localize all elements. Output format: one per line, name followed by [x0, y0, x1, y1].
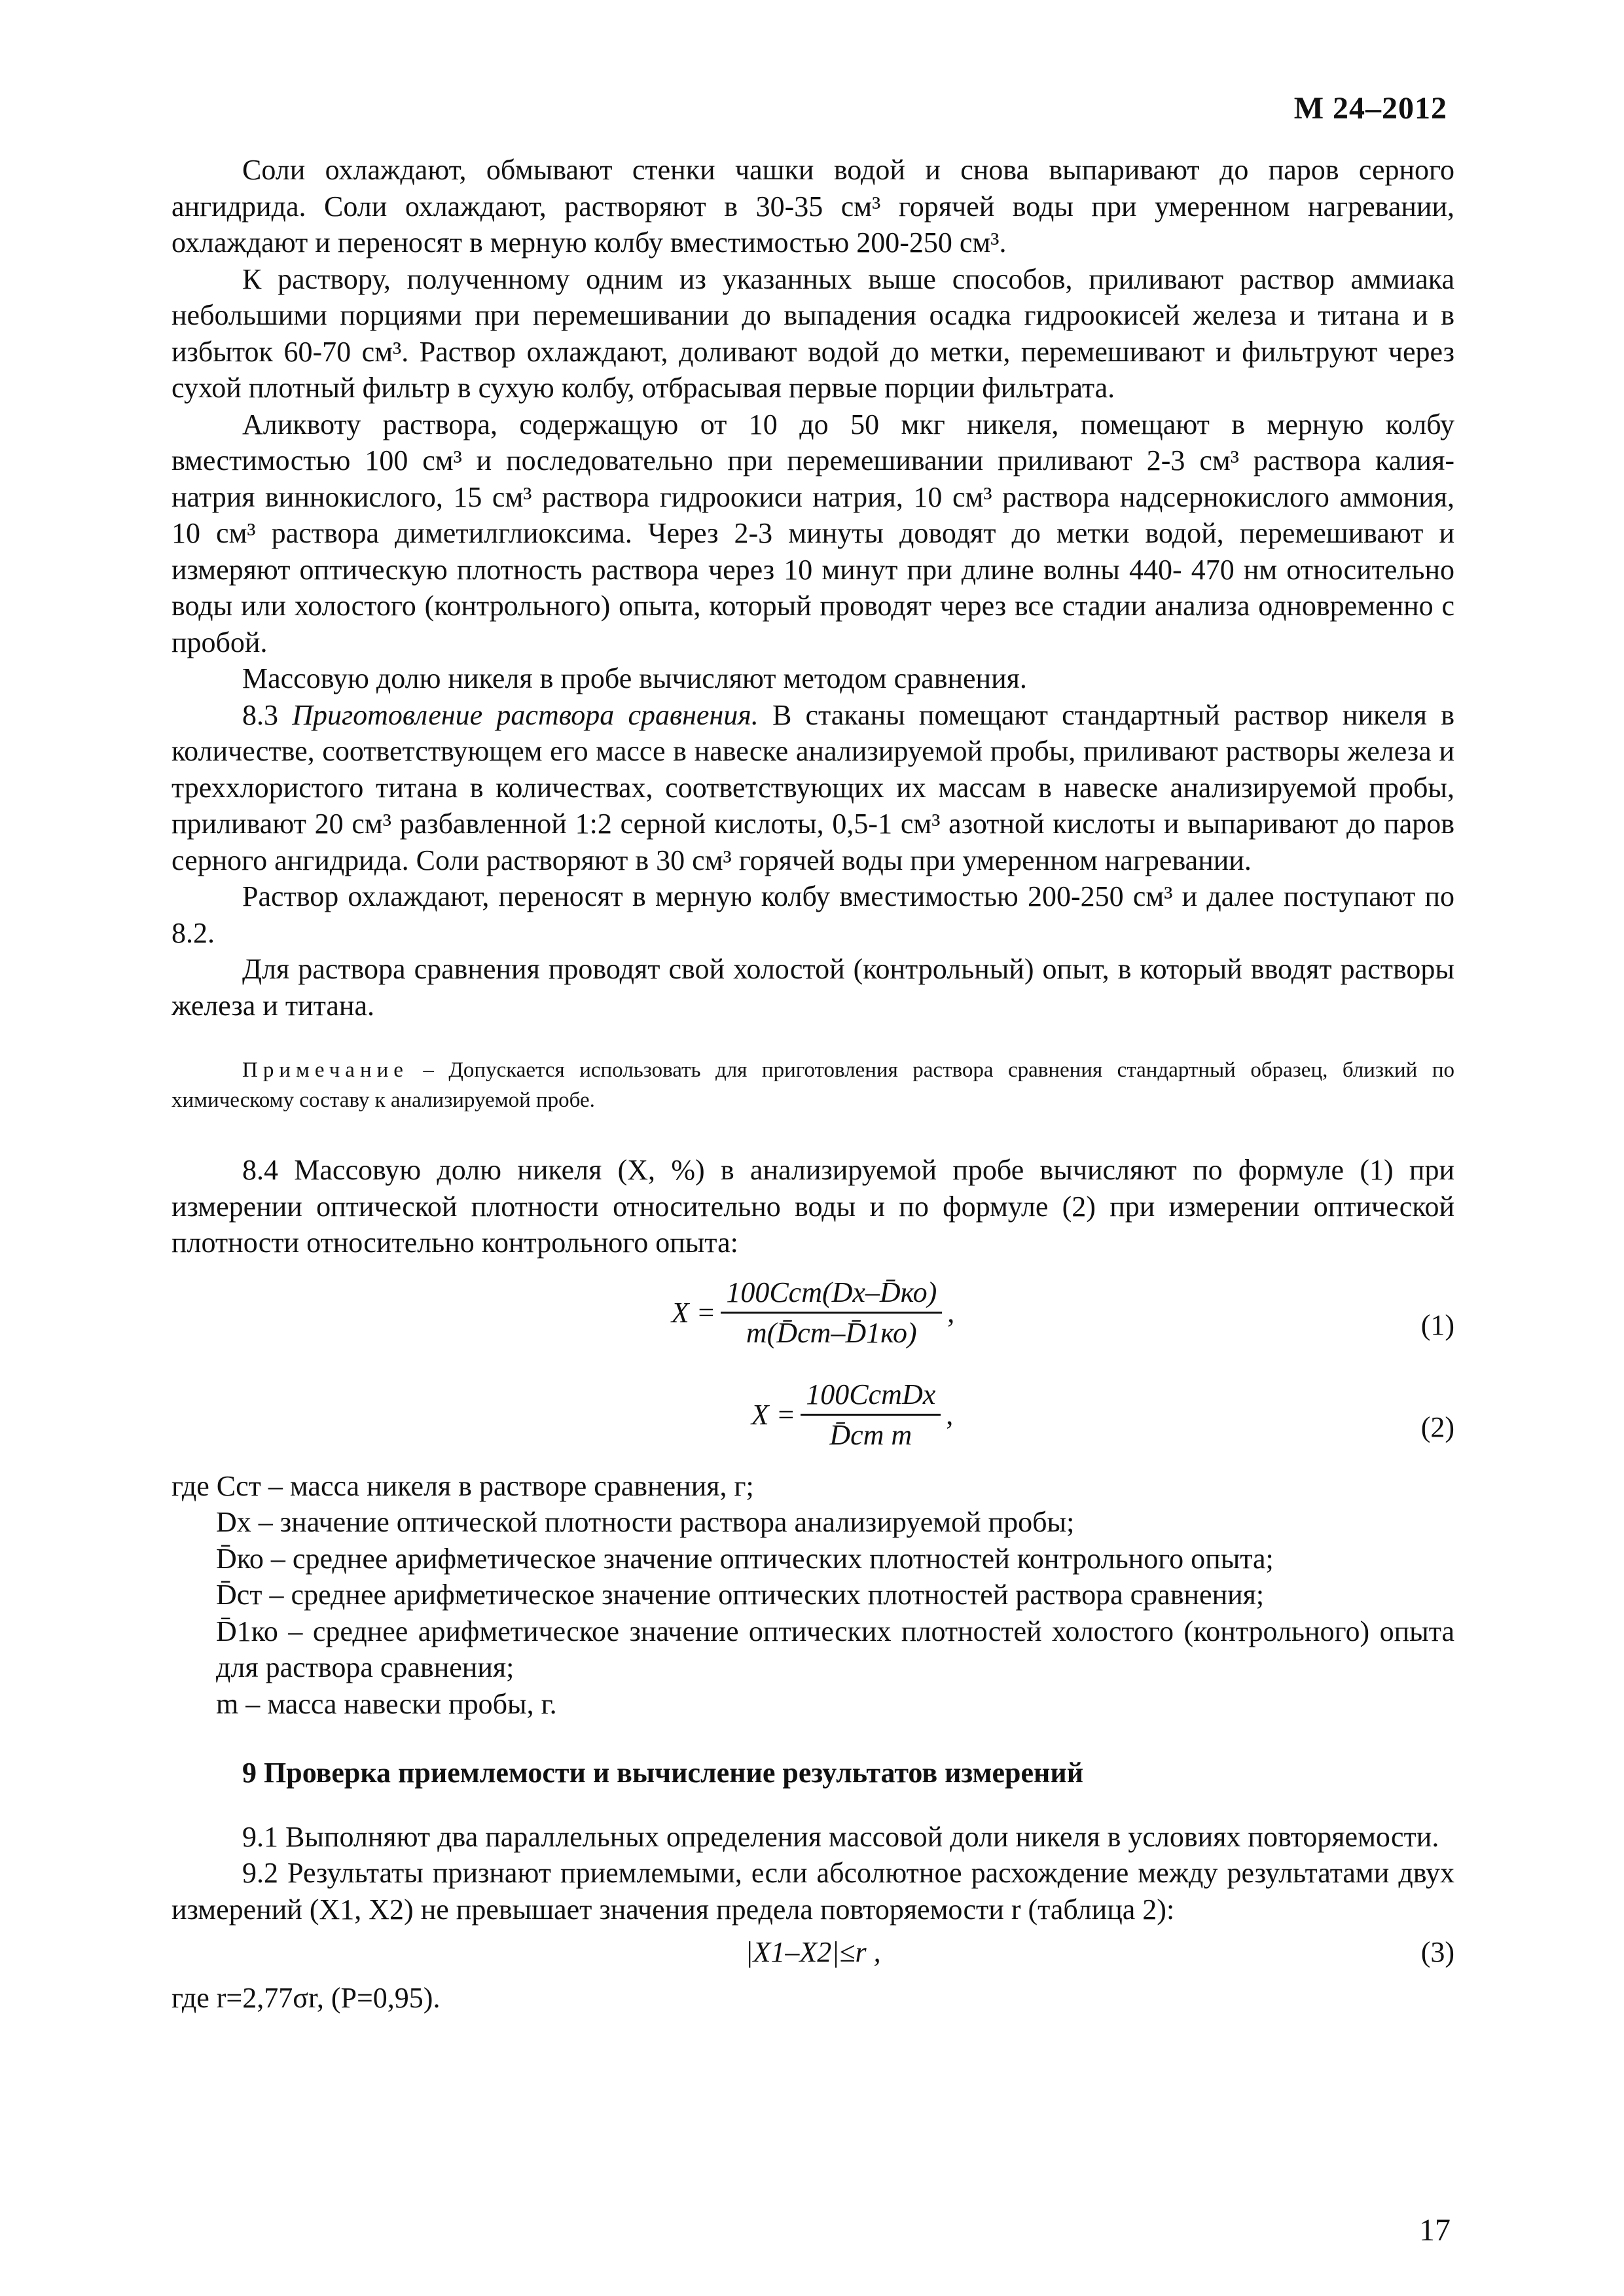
formula-3-label: (3)	[1420, 1936, 1454, 1968]
formula-3	[171, 1934, 1454, 1980]
definition-d-st: D̄ст – среднее арифметическое значение оптических плотностей раствора сравнения;	[216, 1579, 1265, 1611]
formula-1	[171, 1274, 1454, 1372]
formula-2-numerator: 100CстDx	[801, 1376, 941, 1416]
formula-2-denominator: D̄ст m	[829, 1419, 912, 1451]
note-label: Примечание	[242, 1058, 408, 1082]
formula-1-comma: ,	[947, 1296, 955, 1329]
formula-2	[171, 1376, 1454, 1468]
note	[171, 1055, 1454, 1115]
definition-d-ko: D̄ко – среднее арифметическое значение оптических плотностей контрольного опыта;	[216, 1542, 1274, 1575]
formula-2-lhs: X =	[751, 1398, 796, 1431]
note-text: – Допускается использовать для приготовления раствора сравнения стандартный образец, близкий по химическому составу к анализируемой пробе.	[171, 1058, 1454, 1112]
definition-m: m – масса навески пробы, г.	[216, 1687, 557, 1720]
clause-number: 8.3	[242, 698, 278, 731]
formula-definitions	[171, 1468, 1454, 1723]
paragraph-8-4: 8.4 Массовую долю никеля (X, %) в анализируемой пробе вычисляют по формуле (1) при измерении оптической плотности относительно воды и по формуле (2) при измерении оптической плотности относительно контрольного опыта:	[171, 1154, 1454, 1259]
paragraph-salts-cooling: Соли охлаждают, обмывают стенки чашки водой и снова выпаривают до паров серного ангидрида. Соли охлаждают, растворяют в 30-35 см³ горячей воды при умеренном нагревании, охлаждают и переносят в мерную колбу вместимостью 200-250 см³.	[171, 154, 1454, 259]
formula-1-denominator: m(D̄ст–D̄1ко)	[746, 1317, 917, 1349]
paragraph-blank-experiment: Для раствора сравнения проводят свой холостой (контрольный) опыт, в который вводят растворы железа и титана.	[171, 953, 1454, 1022]
clause-title: Приготовление раствора сравнения.	[292, 698, 759, 731]
section-9-heading: 9 Проверка приемлемости и вычисление результатов измерений	[242, 1757, 1084, 1789]
definition-d-1ko: D̄1ко – среднее арифметическое значение оптических плотностей холостого (контрольного) опыта для раствора сравнения;	[216, 1615, 1454, 1683]
paragraph-8-3	[171, 697, 1454, 879]
formula-2-label: (2)	[1420, 1410, 1454, 1443]
formula-3-expression: |X1–X2|≤r ,	[745, 1936, 881, 1968]
page-number: 17	[1419, 2213, 1451, 2248]
paragraph-comparison-method: Массовую долю никеля в пробе вычисляют методом сравнения.	[242, 662, 1027, 694]
paragraph-9-2: 9.2 Результаты признают приемлемыми, если абсолютное расхождение между результатами двух измерений (X1, X2) не превышает значения предела повторяемости r (таблица 2):	[171, 1857, 1454, 1926]
paragraph-transfer-flask: Раствор охлаждают, переносят в мерную колбу вместимостью 200-250 см³ и далее поступают по 8.2.	[171, 880, 1454, 949]
paragraph-ammonia-precipitation: К раствору, полученному одним из указанных выше способов, приливают раствор аммиака небольшими порциями при перемешивании до выпадения осадка гидроокисей железа и титана и в избыток 60-70 см³. Раствор охлаждают, доливают водой до метки, перемешивают и фильтруют через сухой плотный фильтр в сухую колбу, отбрасывая первые порции фильтрата.	[171, 262, 1454, 404]
definition-c-st: где Cст – масса никеля в растворе сравнения, г;	[171, 1469, 754, 1502]
formula-2-comma: ,	[946, 1398, 954, 1431]
paragraph-9-1: 9.1 Выполняют два параллельных определения массовой доли никеля в условиях повторяемости.	[242, 1820, 1439, 1853]
repeatability-limit-definition: где r=2,77σr, (P=0,95).	[171, 1982, 441, 2014]
formula-1-numerator: 100Cст(Dx–D̄ко)	[721, 1274, 942, 1314]
paragraph-aliquot-procedure: Аликвоту раствора, содержащую от 10 до 50 мкг никеля, помещают в мерную колбу вместимостью 100 см³ и последовательно при перемешивании приливают 2-3 см³ раствора калия-натрия виннокислого, 15 см³ раствора гидроокиси натрия, 10 см³ раствора надсернокислого аммония, 10 см³ раствора диметилглиоксима. Через 2-3 минуты доводят до метки водой, перемешивают и измеряют оптическую плотность раствора через 10 минут при длине волны 440- 470 нм относительно воды или холостого (контрольного) опыта, который проводят через все стадии анализа одновременно с пробой.	[171, 408, 1454, 658]
document-body	[171, 152, 1454, 2017]
document-id-header: М 24–2012	[1293, 91, 1447, 126]
clause-text: В стаканы помещают стандартный раствор никеля в количестве, соответствующем его массе в навеске анализируемой пробы, приливают растворы железа и треххлористого титана в количествах, соответствующих их массам в навеске анализируемой пробы, приливают 20 см³ разбавленной 1:2 серной кислоты, 0,5-1 см³ азотной кислоты и выпаривают до паров серного ангидрида. Соли растворяют в 30 см³ горячей воды при умеренном нагревании.	[171, 698, 1455, 876]
formula-1-lhs: X =	[671, 1296, 716, 1329]
definition-dx: Dx – значение оптической плотности раствора анализируемой пробы;	[216, 1506, 1075, 1538]
formula-1-label: (1)	[1420, 1308, 1454, 1341]
